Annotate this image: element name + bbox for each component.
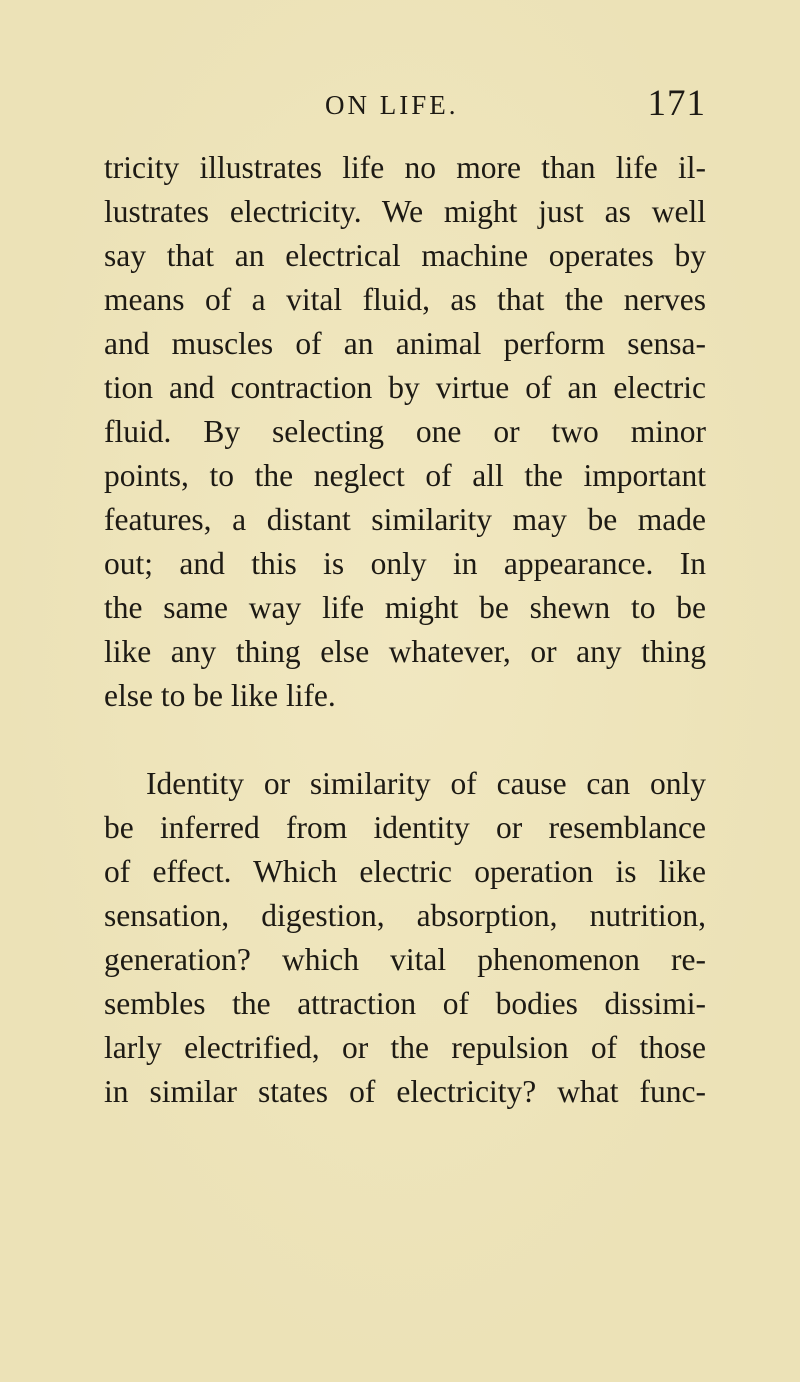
text-line: Identity or similarity of cause can only bbox=[146, 766, 706, 801]
text-line: points, to the neglect of all the important bbox=[104, 458, 706, 493]
text-line: like any thing else whatever, or any thing bbox=[104, 634, 706, 669]
text-line: lustrates electricity. We might just as well bbox=[104, 194, 706, 229]
text-line: sembles the attraction of bodies dissimi- bbox=[104, 986, 706, 1021]
page-number: 171 bbox=[647, 83, 706, 124]
text-line: say that an electrical machine operates by bbox=[104, 238, 706, 273]
text-line: generation? which vital phenomenon re- bbox=[104, 942, 706, 977]
text-line: tricity illustrates life no more than life il- bbox=[104, 150, 706, 185]
text-line: means of a vital fluid, as that the nerves bbox=[104, 282, 706, 317]
text-line: and muscles of an animal perform sensa- bbox=[104, 326, 706, 361]
text-line: larly electrified, or the repulsion of those bbox=[104, 1030, 706, 1065]
text-line: tion and contraction by virtue of an electric bbox=[104, 370, 706, 405]
text-line: of effect. Which electric operation is like bbox=[104, 854, 706, 889]
running-head bbox=[104, 83, 706, 130]
text-line: in similar states of electricity? what func- bbox=[104, 1074, 706, 1109]
text-line: the same way life might be shewn to be bbox=[104, 590, 706, 625]
text-line: fluid. By selecting one or two minor bbox=[104, 414, 706, 449]
text-line: out; and this is only in appearance. In bbox=[104, 546, 706, 581]
text-line: sensation, digestion, absorption, nutrition, bbox=[104, 898, 706, 933]
running-title: ON LIFE. bbox=[325, 90, 459, 120]
text-line: features, a distant similarity may be made bbox=[104, 502, 706, 537]
text-line: else to be like life. bbox=[104, 678, 336, 713]
text-line: be inferred from identity or resemblance bbox=[104, 810, 706, 845]
